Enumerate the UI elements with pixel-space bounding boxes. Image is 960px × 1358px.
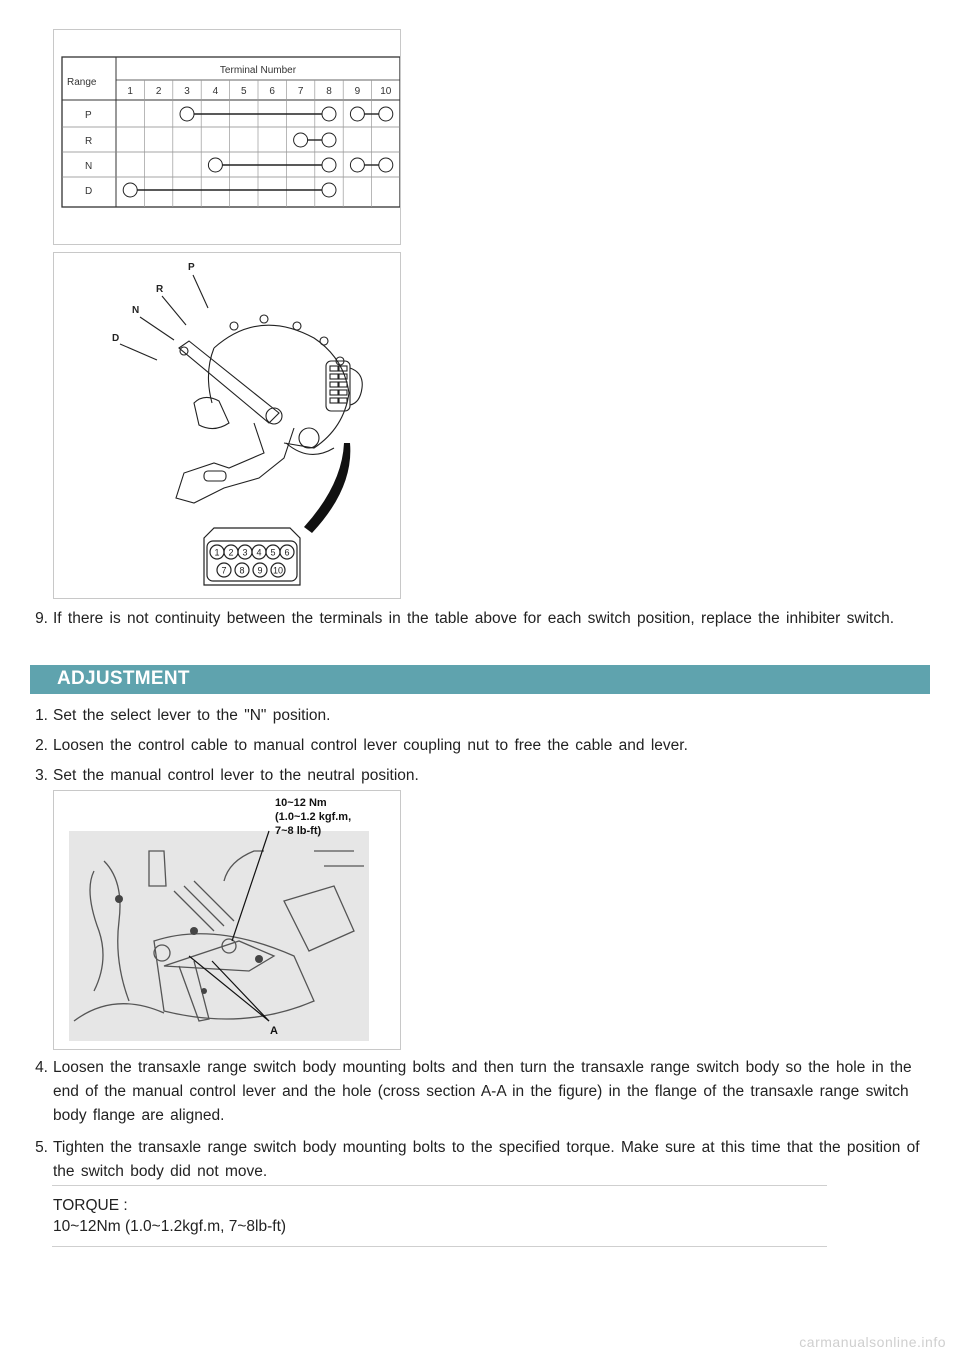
connector-pin-number: 7: [221, 565, 227, 576]
connector-pin-number: 8: [239, 565, 245, 576]
connector-pin-number: 3: [242, 547, 248, 558]
step-number: 2.: [35, 737, 48, 754]
connector-pin-number: 2: [228, 547, 234, 558]
terminal-circle: [180, 107, 194, 121]
connector-pin-number: 5: [270, 547, 276, 558]
step-number: 1.: [35, 707, 48, 724]
terminal-number: 10: [380, 86, 392, 97]
step-text: Loosen the control cable to manual control lever coupling nut to free the cable and lever.: [53, 737, 688, 754]
connector-pin-number: 9: [257, 565, 263, 576]
connector-pin-number: 10: [272, 565, 284, 576]
step-4: [28, 1056, 928, 1128]
terminal-circle: [322, 107, 336, 121]
step-text: Loosen the transaxle range switch body mounting bolts and then turn the transaxle range switch body so the hole in the end of the manual control lever and the hole (cross section A-A in the figure) in the flange of the transaxle range switch body flange are aligned.: [53, 1059, 912, 1124]
step-3: [28, 764, 928, 788]
control-lever-photo: [53, 790, 401, 1050]
terminal-circle: [208, 158, 222, 172]
range-header: Range: [67, 77, 97, 88]
callout-a: A: [270, 1025, 278, 1037]
connector-pin-number: 4: [256, 547, 262, 558]
terminal-number: 5: [241, 86, 247, 97]
terminal-number: 7: [297, 86, 304, 97]
step-number: 4.: [35, 1059, 48, 1076]
step-number: 9.: [35, 610, 48, 627]
step-9: [28, 607, 928, 631]
terminal-number: 8: [326, 86, 332, 97]
label-d: D: [112, 333, 120, 344]
terminal-circle: [294, 133, 308, 147]
terminal-number: 4: [212, 86, 219, 97]
range-label: D: [85, 186, 93, 197]
torque-callout-line3: 7~8 lb-ft): [275, 825, 322, 837]
step-text: Set the select lever to the "N" position.: [53, 707, 331, 724]
terminal-circle: [350, 158, 364, 172]
torque-spec-box: [52, 1185, 827, 1247]
torque-label: TORQUE :: [53, 1197, 128, 1214]
step-text: If there is not continuity between the terminals in the table above for each switch position, replace the inhibiter switch.: [53, 610, 894, 627]
step-1: [28, 704, 928, 728]
range-label: P: [85, 110, 92, 121]
step-text: Tighten the transaxle range switch body mounting bolts to the specified torque. Make sure at this time that the position of the switch body did not move.: [53, 1139, 920, 1180]
section-title: ADJUSTMENT: [57, 668, 190, 689]
step-text: Set the manual control lever to the neutral position.: [53, 767, 419, 784]
connector-pin-number: 1: [214, 547, 220, 558]
step-5: [28, 1136, 928, 1184]
inhibitor-switch-drawing: [54, 253, 400, 598]
step-number: 3.: [35, 767, 48, 784]
label-p: P: [188, 262, 195, 273]
terminal-circle: [322, 133, 336, 147]
inhibitor-switch-figure: [53, 252, 401, 599]
section-banner: [30, 665, 930, 694]
torque-callout-line2: (1.0~1.2 kgf.m,: [275, 811, 352, 823]
label-n: N: [132, 305, 140, 316]
control-lever-drawing: [54, 791, 400, 1049]
torque-value: 10~12Nm (1.0~1.2kgf.m, 7~8lb-ft): [53, 1218, 287, 1235]
terminal-header: Terminal Number: [219, 65, 297, 76]
continuity-table-figure: [53, 29, 401, 245]
range-label: N: [85, 161, 93, 172]
terminal-circle: [350, 107, 364, 121]
terminal-number: 1: [127, 86, 133, 97]
terminal-circle: [322, 183, 336, 197]
step-2: [28, 734, 928, 758]
terminal-number: 6: [269, 86, 275, 97]
terminal-number: 3: [184, 86, 190, 97]
range-label: R: [85, 136, 93, 147]
terminal-circle: [322, 158, 336, 172]
terminal-circle: [379, 107, 393, 121]
terminal-circle: [379, 158, 393, 172]
footer-watermark: carmanualsonline.info: [799, 1334, 946, 1350]
label-r: R: [156, 284, 164, 295]
connector-pin-number: 6: [284, 547, 290, 558]
step-number: 5.: [35, 1139, 48, 1156]
continuity-table: [54, 30, 400, 244]
terminal-number: 2: [155, 86, 162, 97]
torque-callout-line1: 10~12 Nm: [275, 797, 327, 809]
terminal-number: 9: [354, 86, 361, 97]
terminal-circle: [123, 183, 137, 197]
